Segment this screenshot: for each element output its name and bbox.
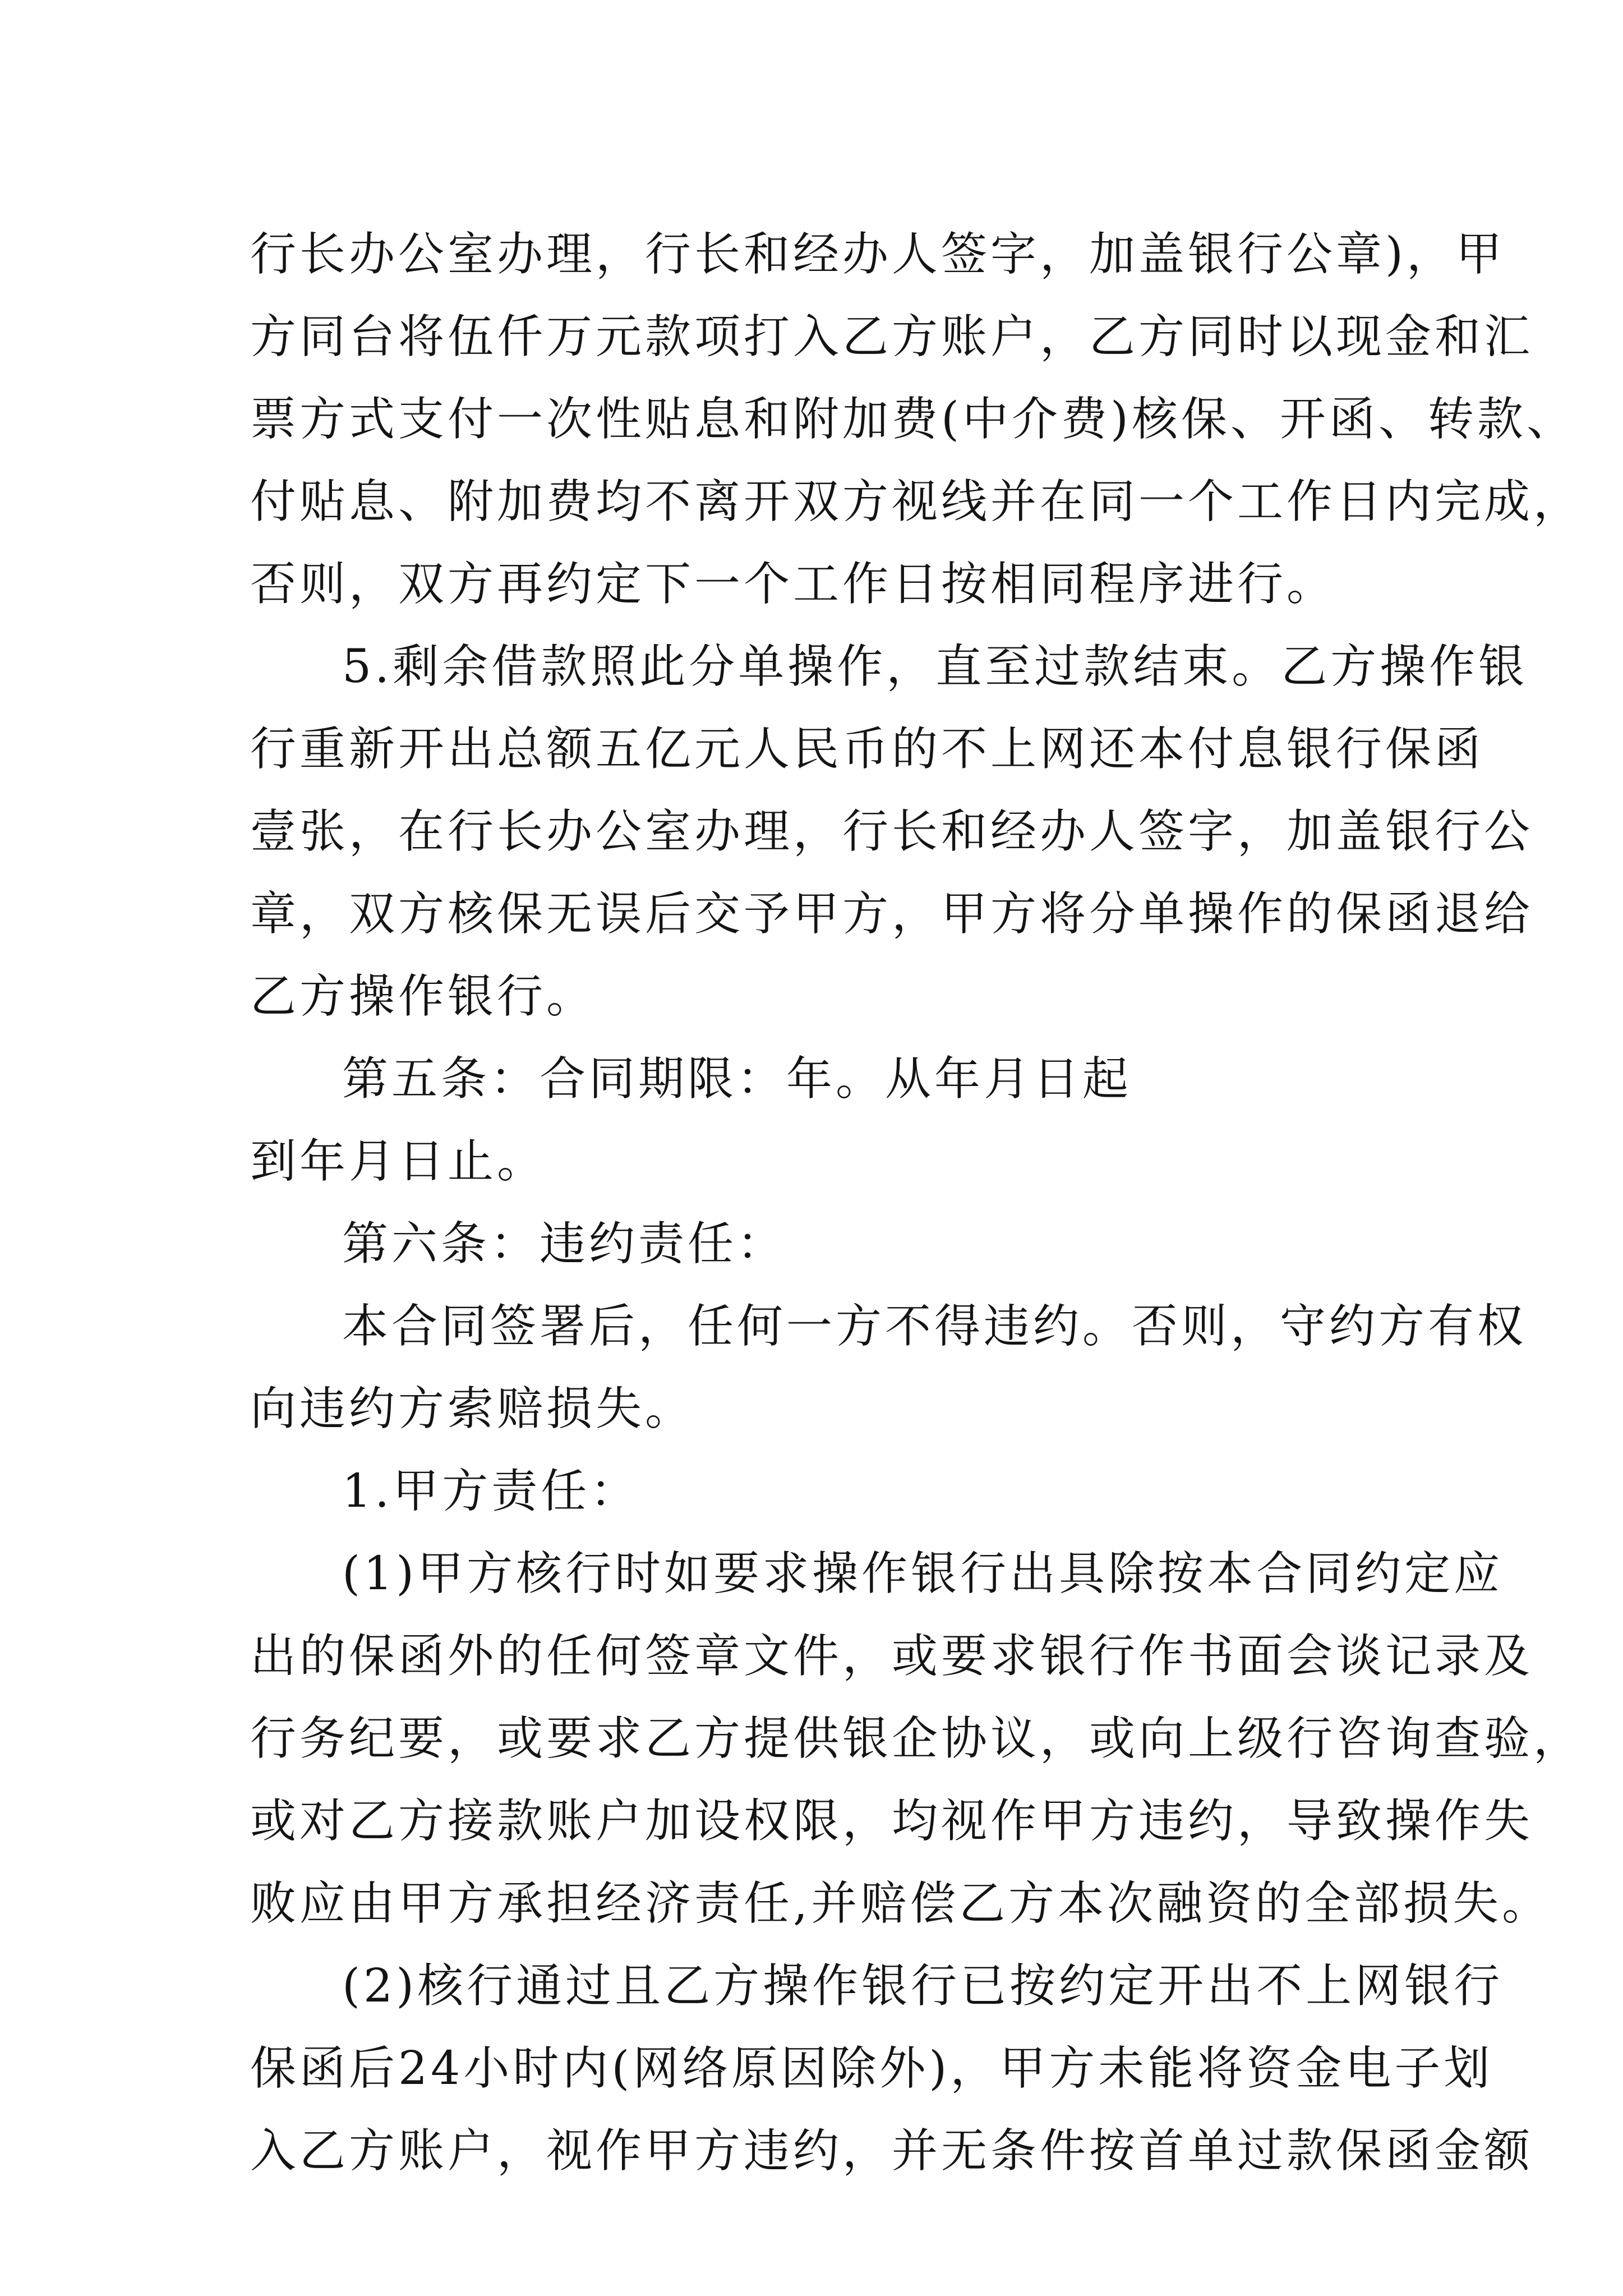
text-line: (2)核行通过且乙方操作银行已按约定开出不上网银行 bbox=[342, 1959, 1504, 2013]
text-line: (1)甲方核行时如要求操作银行出具除按本合同约定应 bbox=[342, 1547, 1504, 1600]
article-5-line-2 bbox=[250, 1120, 1394, 1203]
text-line: 方同台将伍仟万元款项打入乙方账户，乙方同时以现金和汇 bbox=[250, 310, 1534, 364]
text-line: 否则，双方再约定下一个工作日按相同程序进行。 bbox=[250, 558, 1336, 611]
text-line: 行长办公室办理，行长和经办人签字，加盖银行公章)，甲 bbox=[250, 228, 1505, 281]
article-6-heading: 第六条：违约责任： bbox=[342, 1217, 787, 1271]
text-line: 乙方操作银行。 bbox=[250, 970, 596, 1023]
text-line: 行务纪要，或要求乙方提供银企协议，或向上级行咨询查验， bbox=[250, 1712, 1583, 1765]
contract-body bbox=[250, 213, 1583, 2192]
day-to-label: 日止。 bbox=[398, 1135, 547, 1188]
party-a-heading: 1.甲方责任： bbox=[342, 1465, 640, 1518]
article-5-line-1 bbox=[250, 1038, 1394, 1120]
text-line: 5.剩余借款照此分单操作，直至过款结束。乙方操作银 bbox=[342, 640, 1528, 693]
text-line: 本合同签署后，任何一方不得违约。否则，守约方有权 bbox=[342, 1300, 1527, 1353]
year-label-2: 年 bbox=[299, 1135, 349, 1188]
text-line: 入乙方账户，视作甲方违约，并无条件按首单过款保函金额 bbox=[250, 2124, 1534, 2178]
month-label: 月 bbox=[984, 1052, 1034, 1106]
text-line: 出的保函外的任何签章文件，或要求银行作书面会谈记录及 bbox=[250, 1630, 1534, 1683]
article-5-prefix: 第五条：合同期限：年。从 bbox=[342, 1052, 935, 1106]
text-line: 付贴息、附加费均不离开双方视线并在同一个工作日内完成， bbox=[250, 475, 1583, 528]
day-from-label: 日起 bbox=[1033, 1052, 1132, 1106]
text-line: 向违约方索赔损失。 bbox=[250, 1382, 695, 1435]
text-line: 行重新开出总额五亿元人民币的不上网还本付息银行保函 bbox=[250, 723, 1484, 776]
text-line: 败应由甲方承担经济责任,并赔偿乙方本次融资的全部损失。 bbox=[250, 1877, 1552, 1930]
text-line: 票方式支付一次性贴息和附加费(中介费)核保、开函、转款、 bbox=[250, 393, 1576, 446]
to-label: 到 bbox=[250, 1135, 300, 1188]
year-label: 年 bbox=[934, 1052, 984, 1106]
text-line: 章，双方核保无误后交予甲方，甲方将分单操作的保函退给 bbox=[250, 887, 1534, 941]
month-label-2: 月 bbox=[349, 1135, 399, 1188]
text-line: 保函后24小时内(网络原因除外)，甲方未能将资金电子划 bbox=[250, 2042, 1493, 2095]
text-line: 或对乙方接款账户加设权限，均视作甲方违约，导致操作失 bbox=[250, 1795, 1534, 1848]
text-line: 壹张，在行长办公室办理，行长和经办人签字，加盖银行公 bbox=[250, 805, 1534, 858]
